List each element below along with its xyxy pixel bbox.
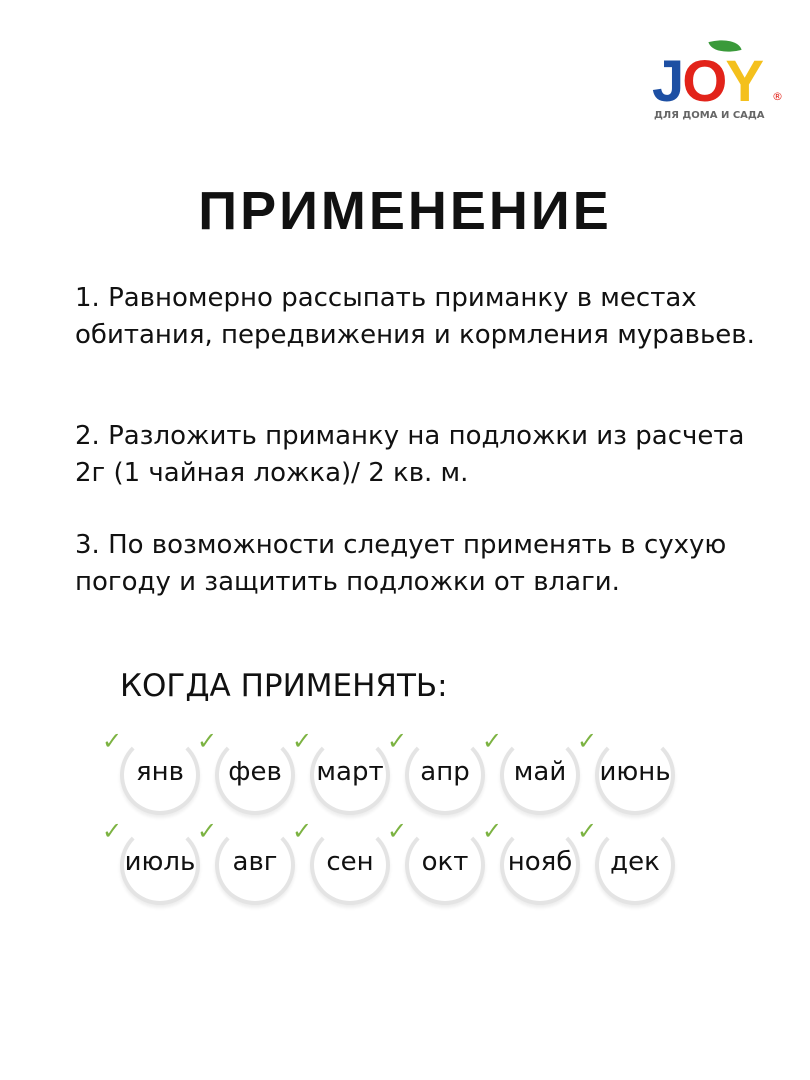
checkmark-icon: ✓	[482, 817, 503, 845]
checkmark-icon: ✓	[577, 727, 598, 755]
step-3: 3. По возможности следует применять в сухую погоду и защитить подложки от влаги.	[75, 530, 727, 597]
registered-mark: ®	[772, 90, 783, 103]
month-10	[405, 825, 485, 905]
checkmark-icon: ✓	[577, 817, 598, 845]
checkmark-icon: ✓	[197, 817, 218, 845]
month-11	[500, 825, 580, 905]
checkmark-icon: ✓	[482, 727, 503, 755]
checkmark-icon: ✓	[387, 817, 408, 845]
month-4	[405, 735, 485, 815]
month-label: дек	[610, 847, 660, 877]
month-label: сен	[326, 847, 374, 877]
when-to-apply-heading: КОГДА ПРИМЕНЯТЬ:	[120, 668, 448, 704]
logo-tagline: ДЛЯ ДОМА И САДА	[654, 110, 765, 121]
month-label: май	[513, 757, 567, 787]
month-label: июль	[124, 847, 196, 877]
joy-logo	[652, 38, 797, 128]
month-8	[215, 825, 295, 905]
month-label: март	[316, 757, 384, 787]
checkmark-icon: ✓	[102, 817, 123, 845]
checkmark-icon: ✓	[197, 727, 218, 755]
month-1	[120, 735, 200, 815]
month-9	[310, 825, 390, 905]
month-label: окт	[421, 847, 469, 877]
month-label: июнь	[599, 757, 671, 787]
month-7	[120, 825, 200, 905]
month-label: авг	[232, 847, 278, 877]
month-6	[595, 735, 675, 815]
step-1: 1. Равномерно рассыпать приманку в местах обитания, передвижения и кормления муравьев.	[75, 283, 755, 350]
month-12	[595, 825, 675, 905]
month-label: фев	[228, 757, 282, 787]
month-label: апр	[420, 757, 470, 787]
month-label: нояб	[507, 847, 573, 877]
logo-letters: JOY	[652, 49, 763, 114]
step-2: 2. Разложить приманку на подложки из расчета 2г (1 чайная ложка)/ 2 кв. м.	[75, 421, 745, 488]
month-5	[500, 735, 580, 815]
page-title: ПРИМЕНЕНИЕ	[198, 181, 612, 241]
month-3	[310, 735, 390, 815]
checkmark-icon: ✓	[102, 727, 123, 755]
month-2	[215, 735, 295, 815]
checkmark-icon: ✓	[387, 727, 408, 755]
checkmark-icon: ✓	[292, 817, 313, 845]
month-label: янв	[136, 757, 184, 787]
checkmark-icon: ✓	[292, 727, 313, 755]
